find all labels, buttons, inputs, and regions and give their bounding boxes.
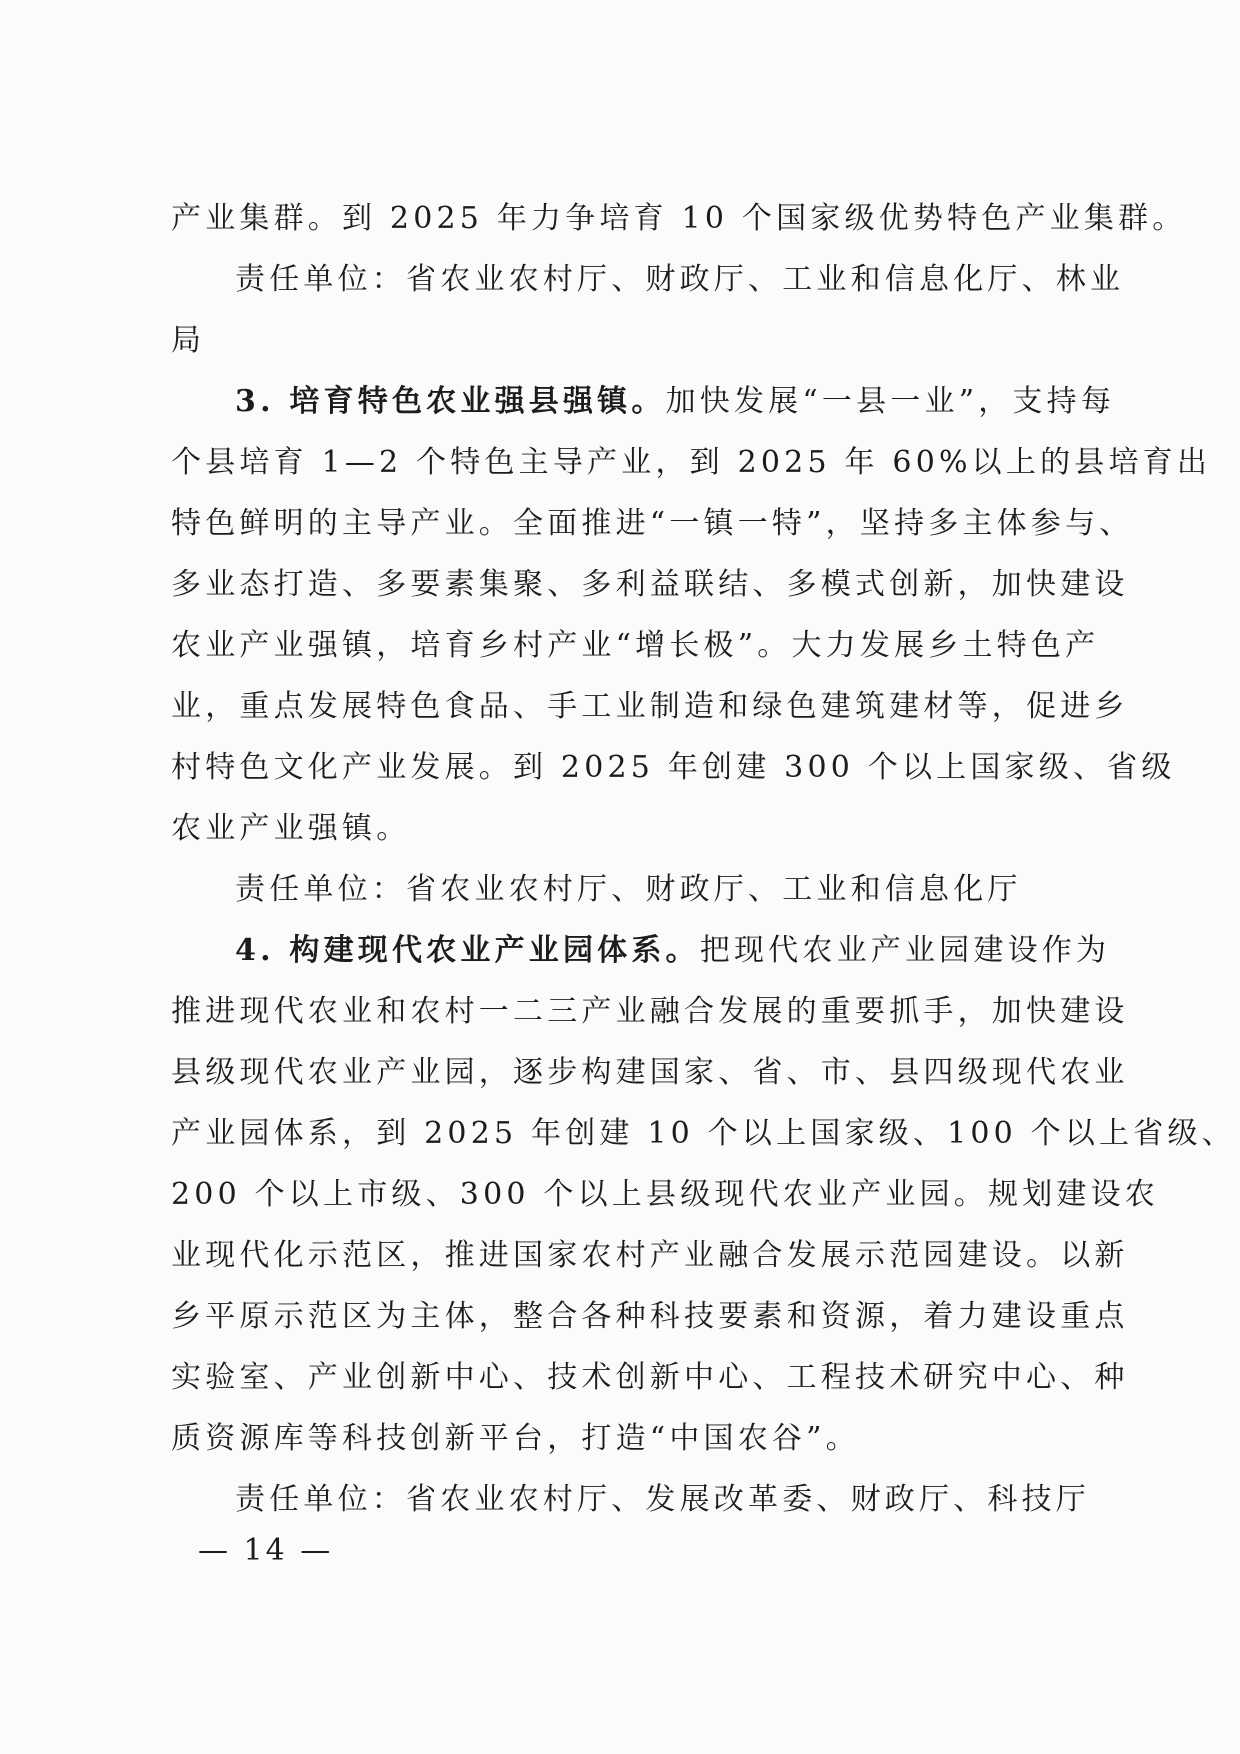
text-line: 实验室、产业创新中心、技术创新中心、工程技术研究中心、种 <box>171 1360 1129 1395</box>
text-line: 业现代化示范区，推进国家农村产业融合发展示范园建设。以新 <box>171 1238 1129 1273</box>
text-line: 特色鲜明的主导产业。全面推进“一镇一特”，坚持多主体参与、 <box>171 506 1134 541</box>
text-line: 农业产业强镇，培育乡村产业“增长极”。大力发展乡土特色产 <box>171 628 1100 663</box>
document-body <box>171 188 1236 1530</box>
text-line: 产业集群。到 2025 年力争培育 10 个国家级优势特色产业集群。 <box>171 201 1187 236</box>
responsible-units-line: 责任单位：省农业农村厅、财政厅、工业和信息化厅、林业 <box>235 262 1125 297</box>
text-line: 村特色文化产业发展。到 2025 年创建 300 个以上国家级、省级 <box>171 750 1176 785</box>
section-4-heading: 4. 构建现代农业产业园体系。 <box>235 933 700 968</box>
section-3-heading-line <box>171 371 1116 432</box>
section-3-text: 加快发展“一县一业”，支持每 <box>665 384 1116 419</box>
text-line: 个县培育 1—2 个特色主导产业，到 2025 年 60%以上的县培育出 <box>171 445 1212 480</box>
responsible-units-line: 责任单位：省农业农村厅、发展改革委、财政厅、科技厅 <box>235 1482 1090 1517</box>
text-line: 200 个以上市级、300 个以上县级现代农业产业园。规划建设农 <box>171 1177 1159 1212</box>
section-4-heading-line <box>171 920 1111 981</box>
text-line: 业，重点发展特色食品、手工业制造和绿色建筑建材等，促进乡 <box>171 689 1129 724</box>
section-4-text: 把现代农业产业园建设作为 <box>699 933 1111 968</box>
text-line: 产业园体系，到 2025 年创建 10 个以上国家级、100 个以上省级、 <box>171 1116 1236 1151</box>
page-number: — 14 — <box>198 1533 334 1568</box>
text-line: 县级现代农业产业园，逐步构建国家、省、市、县四级现代农业 <box>171 1055 1129 1090</box>
text-line: 乡平原示范区为主体，整合各种科技要素和资源，着力建设重点 <box>171 1299 1129 1334</box>
text-line: 农业产业强镇。 <box>171 811 411 846</box>
section-3-heading: 3. 培育特色农业强县强镇。 <box>235 384 666 419</box>
text-line: 多业态打造、多要素集聚、多利益联结、多模式创新，加快建设 <box>171 567 1129 602</box>
text-line: 推进现代农业和农村一二三产业融合发展的重要抓手，加快建设 <box>171 994 1129 1029</box>
responsible-units-line: 责任单位：省农业农村厅、财政厅、工业和信息化厅 <box>235 872 1022 907</box>
text-line: 质资源库等科技创新平台，打造“中国农谷”。 <box>171 1421 860 1456</box>
text-line: 局 <box>171 323 206 358</box>
